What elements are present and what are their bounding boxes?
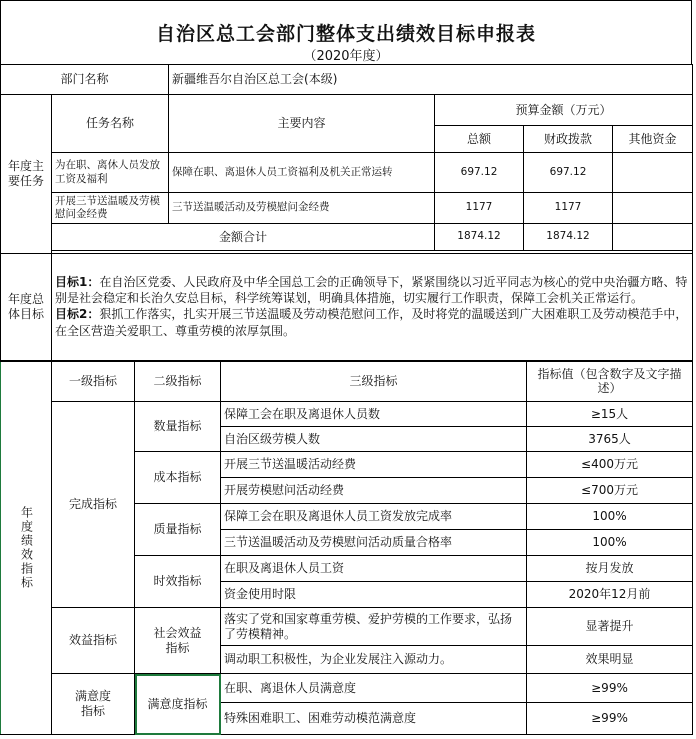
indicator-value: 100% [527,504,693,530]
level2-cell [135,608,221,674]
level3-header: 三级指标 [221,362,527,402]
level3-cell: 特殊困难职工、困难劳动模范满意度 [221,703,527,735]
goals-side-label [1,254,52,361]
task-content-header: 主要内容 [169,95,435,153]
task-name-header: 任务名称 [52,95,169,153]
level2-header: 二级指标 [135,362,221,402]
level3-cell: 保障工会在职及离退休人员工资发放完成率 [221,504,527,530]
level3-cell: 资金使用时限 [221,582,527,608]
page-title: 自治区总工会部门整体支出绩效目标申报表 [155,23,536,45]
level3-cell: 开展劳模慰问活动经费 [221,478,527,504]
task-total: 1177 [435,193,524,224]
sum-fiscal: 1874.12 [524,224,613,251]
indicator-row [1,608,693,646]
sum-row [1,224,693,251]
indicator-header-row [1,362,693,402]
indicator-row [1,674,693,703]
task-content: 保障在职、离退休人员工资福利及机关正常运转 [169,153,435,193]
level2-text: 社会效益指标 [153,625,202,655]
indicator-value: ≤700万元 [527,478,693,504]
task-header-row [1,95,693,126]
fiscal-header: 财政拨款 [524,126,613,153]
task-fiscal: 697.12 [524,153,613,193]
tasks-side-text: 年度主要任务 [7,159,44,188]
level3-cell: 在职及离退休人员工资 [221,556,527,582]
task-name: 开展三节送温暖及劳模慰问金经费 [52,193,169,224]
goal1-label: 目标1： [55,275,100,289]
task-name: 为在职、离休人员发放工资及福利 [52,153,169,193]
level1-header: 一级指标 [52,362,135,402]
indicator-value: ≥15人 [527,402,693,427]
indicator-value: ≥99% [527,703,693,735]
goal1-text: 在自治区党委、人民政府及中华全国总工会的正确领导下，紧紧围绕以习近平同志为核心的党中央治疆方略、特别是社会稳定和长治久安总目标，科学统筹谋划，明确具体措施，切实履行工作职责，保障工会机关正常运行。 [55,275,688,306]
task-content: 三节送温暖活动及劳模慰问金经费 [169,193,435,224]
level3-cell: 落实了党和国家尊重劳模、爱护劳模的工作要求，弘扬了劳模精神。 [221,608,527,646]
title-block [0,0,692,64]
task-other [613,193,693,224]
indicator-value: ≥99% [527,674,693,703]
indicator-value: 100% [527,530,693,556]
goals-table [0,253,693,361]
indicator-value: 2020年12月前 [527,582,693,608]
page-subtitle: （2020年度） [303,49,389,64]
dept-label: 部门名称 [1,65,169,95]
task-fiscal: 1177 [524,193,613,224]
level3-cell: 保障工会在职及离退休人员数 [221,402,527,427]
indicators-side-label [1,362,52,735]
other-header: 其他资金 [613,126,693,153]
sum-label: 金额合计 [52,224,435,251]
indicator-value: 3765人 [527,427,693,452]
goals-side-text: 年度总体目标 [7,292,44,321]
budget-header: 预算金额（万元） [435,95,693,126]
level3-cell: 自治区级劳模人数 [221,427,527,452]
task-row [1,153,693,193]
indicator-value: 效果明显 [527,646,693,674]
level2-cell-selected[interactable]: 满意度指标 [135,674,221,735]
indicators-table [0,361,693,735]
dept-row [1,65,693,95]
level1-cell: 完成指标 [52,402,135,608]
level1-text: 满意度指标 [74,689,111,718]
dept-value: 新疆维吾尔自治区总工会(本级) [169,65,693,95]
level3-cell: 调动职工积极性，为企业发展注入源动力。 [221,646,527,674]
goal2-label: 目标2： [55,307,100,322]
value-header: 指标值（包含数字及文字描述） [527,362,693,402]
level2-cell: 质量指标 [135,504,221,556]
indicator-value: 显著提升 [527,608,693,646]
task-row [1,193,693,224]
level3-cell: 开展三节送温暖活动经费 [221,452,527,478]
sum-other [613,224,693,251]
task-table [0,64,693,254]
total-header: 总额 [435,126,524,153]
indicator-value: ≤400万元 [527,452,693,478]
sum-total: 1874.12 [435,224,524,251]
task-total: 697.12 [435,153,524,193]
indicator-value: 按月发放 [527,556,693,582]
task-other [613,153,693,193]
level1-cell: 效益指标 [52,608,135,674]
level1-cell [52,674,135,735]
indicator-row [1,402,693,427]
goal2-text: 狠抓工作落实，扎实开展三节送温暖及劳动模范慰问工作，及时将党的温暖送到广大困难职工及劳动模范手中，在全区营造关爱职工、尊重劳模的浓厚氛围。 [55,307,688,338]
tasks-side-label [1,95,52,254]
indicators-side-text: 年度绩效指标 [19,506,34,590]
level2-cell: 成本指标 [135,452,221,504]
level2-cell: 数量指标 [135,402,221,452]
level2-cell: 时效指标 [135,556,221,608]
level3-cell: 在职、离退休人员满意度 [221,674,527,703]
level3-cell: 三节送温暖活动及劳模慰问活动质量合格率 [221,530,527,556]
goals-row [1,254,693,361]
goals-content [52,254,693,361]
